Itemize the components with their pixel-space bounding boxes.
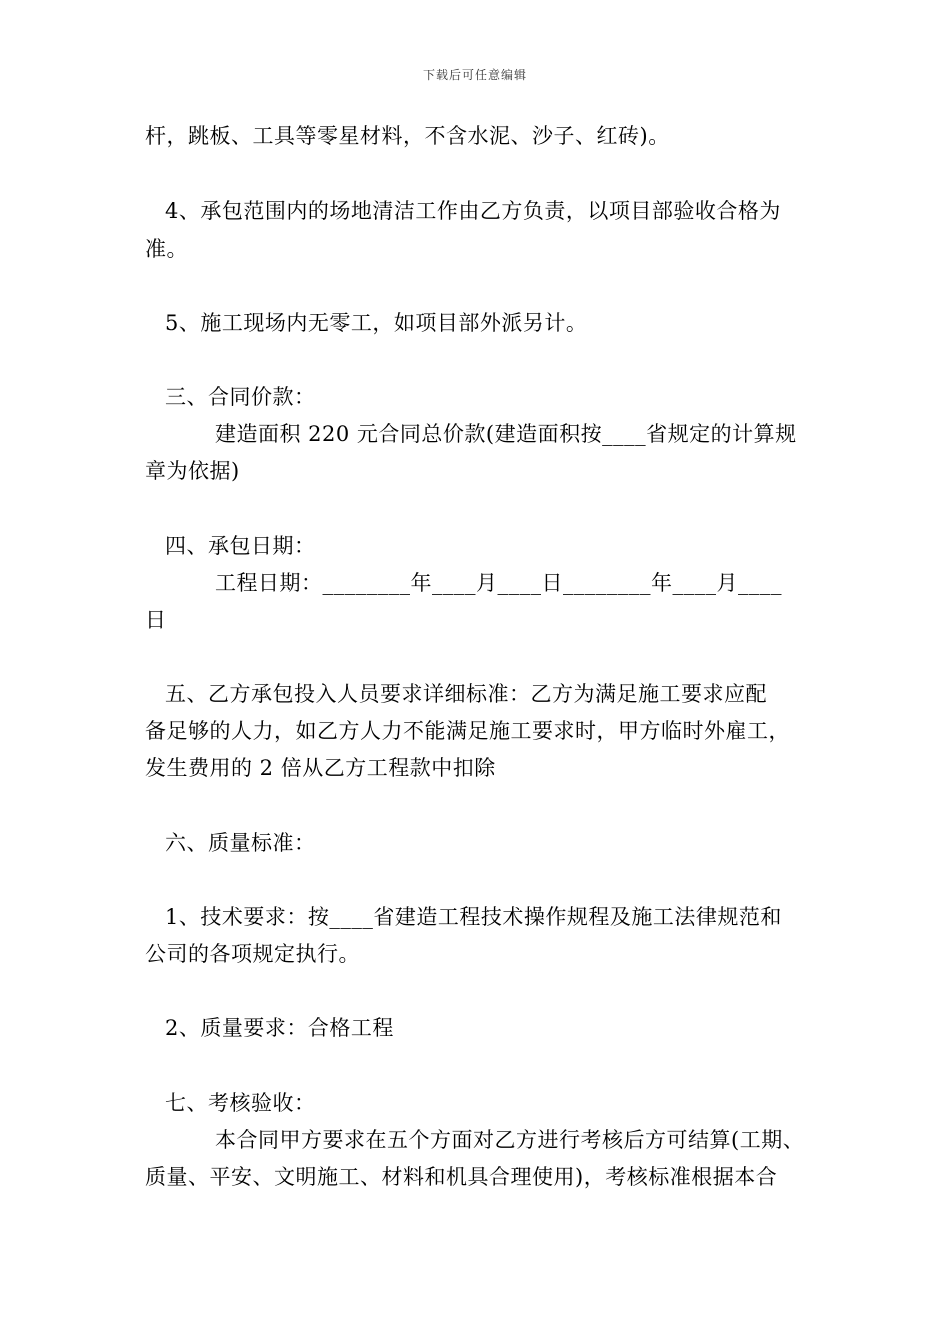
text-line: 杆，跳板、工具等零星材料，不含水泥、沙子、红砖)。 xyxy=(145,124,670,148)
text-line: 4、承包范围内的场地清洁工作由乙方负责，以项目部验收合格为 xyxy=(165,199,781,223)
text-line: 备足够的人力，如乙方人力不能满足施工要求时，甲方临时外雇工， xyxy=(145,719,790,743)
page-header-note: 下载后可任意编辑 xyxy=(422,68,527,82)
section-heading: 三、合同价款： xyxy=(165,385,316,409)
section-heading: 四、承包日期： xyxy=(165,534,316,558)
text-line: 发生费用的 2 倍从乙方工程款中扣除 xyxy=(145,756,496,780)
section-heading: 六、质量标准： xyxy=(165,831,316,855)
text-line: 5、施工现场内无零工，如项目部外派另计。 xyxy=(165,311,588,335)
text-line: 本合同甲方要求在五个方面对乙方进行考核后方可结算(工期、 xyxy=(215,1128,805,1152)
section-heading: 七、考核验收： xyxy=(165,1091,316,1115)
text-line: 质量、平安、文明施工、材料和机具合理使用)，考核标准根据本合 xyxy=(145,1165,778,1189)
text-line: 2、质量要求：合格工程 xyxy=(165,1016,394,1040)
text-line: 工程日期：________年____月____日________年____月____ xyxy=(215,571,782,595)
text-line: 1、技术要求：按____省建造工程技术操作规程及施工法律规范和 xyxy=(165,905,782,929)
text-line: 建造面积 220 元合同总价款(建造面积按____省规定的计算规 xyxy=(215,422,797,446)
text-line: 准。 xyxy=(145,237,188,261)
text-line: 日 xyxy=(145,608,167,632)
section-heading: 五、乙方承包投入人员要求详细标准：乙方为满足施工要求应配 xyxy=(165,682,767,706)
text-line: 章为依据) xyxy=(145,459,240,483)
text-line: 公司的各项规定执行。 xyxy=(145,942,360,966)
